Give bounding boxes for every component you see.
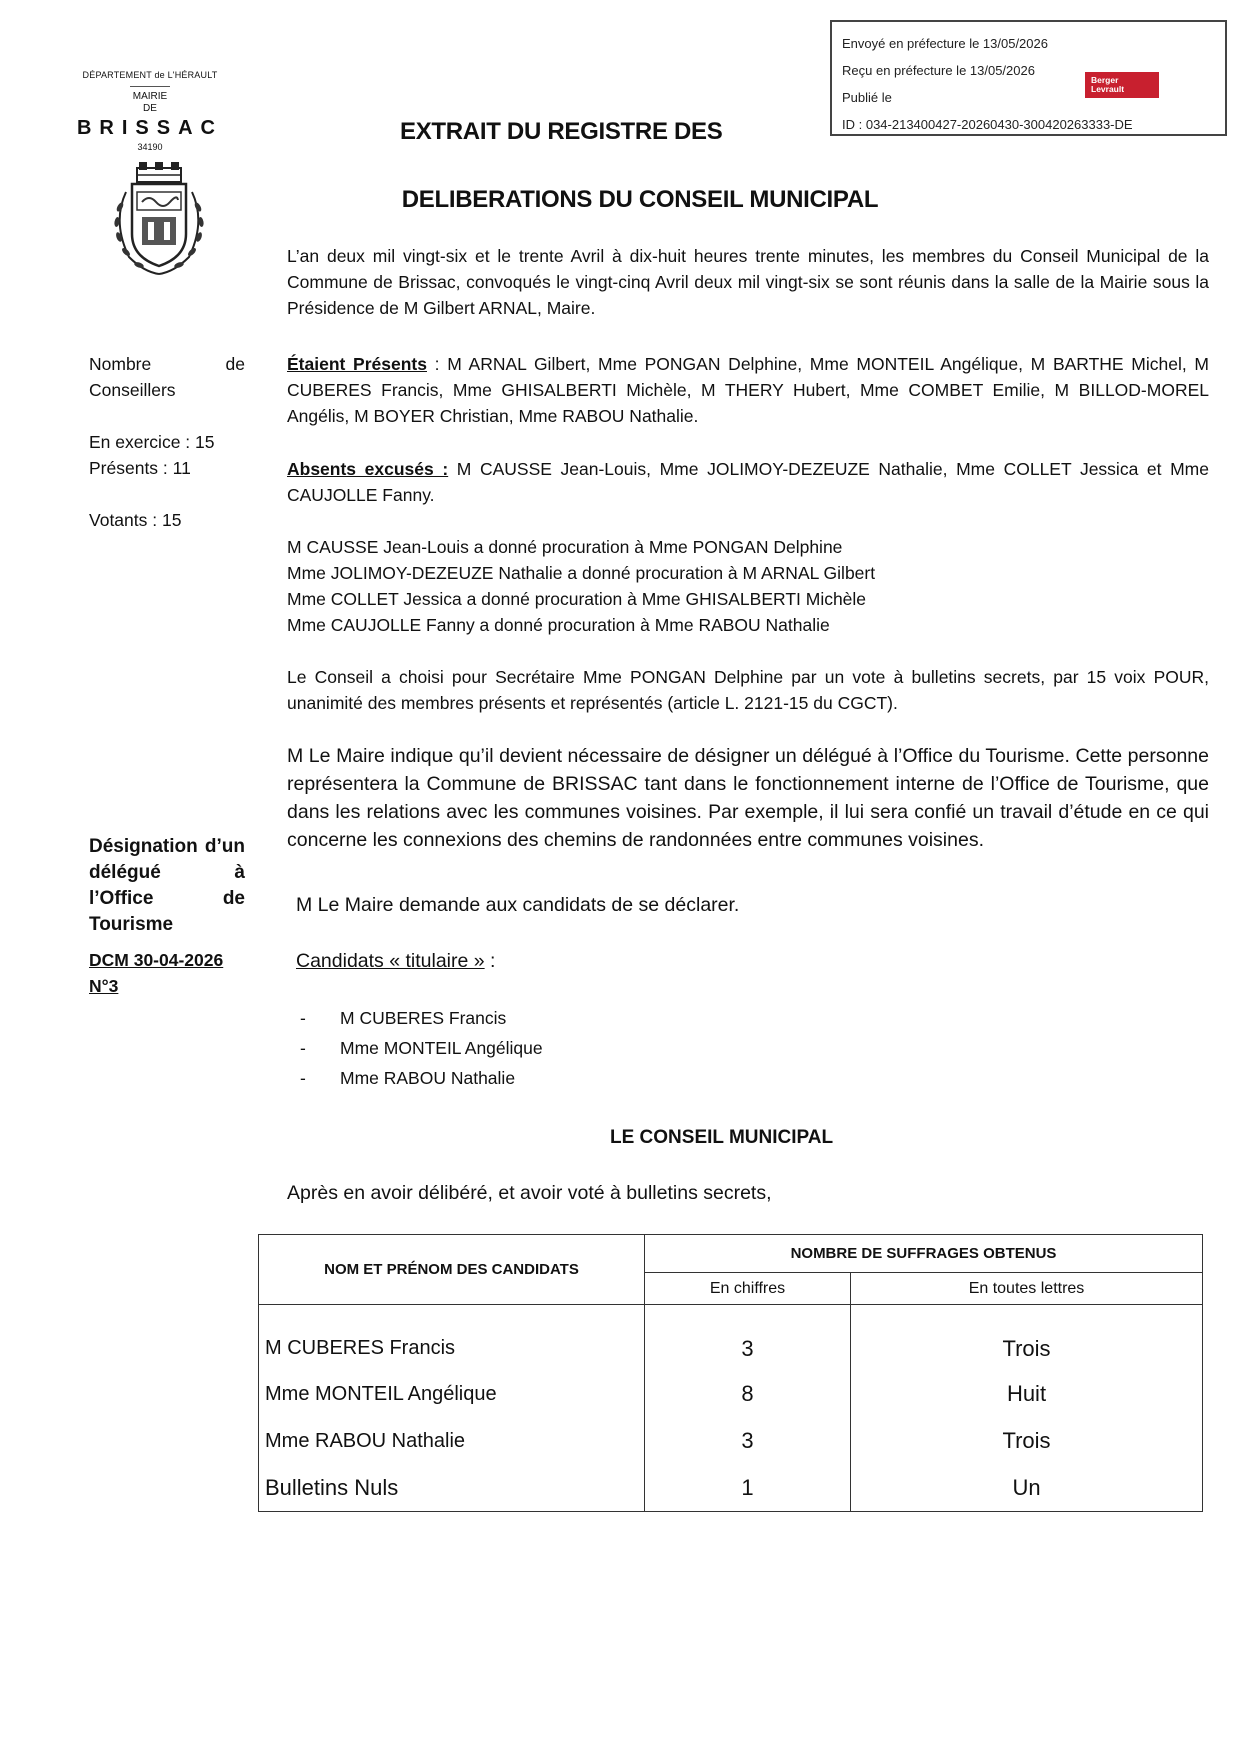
document-title-line2: DELIBERATIONS DU CONSEIL MUNICIPAL [401, 186, 879, 213]
col-lettres-header: En toutes lettres [851, 1273, 1203, 1305]
conseil-heading: LE CONSEIL MUNICIPAL [610, 1127, 834, 1148]
presents-label: Étaient Présents [287, 354, 427, 374]
candidate-cell: Bulletins Nuls [259, 1465, 645, 1512]
candidate-name: Mme RABOU Nathalie [340, 1068, 516, 1088]
stamp-publie: Publié le [842, 90, 892, 105]
candidate-item: - Mme RABOU Nathalie [300, 1063, 543, 1093]
votes-number-cell: 3 [645, 1305, 851, 1371]
demande-text: M Le Maire demande aux candidats de se déclarer. [296, 894, 740, 916]
mairie-label: MAIRIE [132, 91, 168, 102]
absents-list: M CAUSSE Jean-Louis, Mme JOLIMOY-DEZEUZE Nathalie, Mme COLLET Jessica et Mme CAUJOLLE Fanny. [287, 459, 1209, 505]
votes-number-cell: 8 [645, 1371, 851, 1418]
candidate-name: M CUBERES Francis [340, 1008, 507, 1028]
divider [130, 86, 170, 87]
town-name: BRISSAC [76, 117, 223, 139]
town-crest-icon [104, 162, 214, 282]
absents-label: Absents excusés : [287, 459, 449, 479]
dcm-index: N°3 [89, 976, 119, 996]
candidate-cell: M CUBERES Francis [259, 1305, 645, 1371]
dcm-number: DCM 30-04-2026 [89, 950, 224, 970]
procuration-item: Mme JOLIMOY-DEZEUZE Nathalie a donné procuration à M ARNAL Gilbert [287, 563, 876, 583]
berger-levrault-logo: Berger Levrault [1085, 72, 1159, 98]
document-title-line1: EXTRAIT DU REGISTRE DES [400, 118, 723, 145]
col-name-header: NOM ET PRÉNOM DES CANDIDATS [259, 1235, 645, 1305]
candidate-cell: Mme RABOU Nathalie [259, 1418, 645, 1465]
department-name: DÉPARTEMENT de L'HÉRAULT [82, 70, 218, 80]
presents-list: : M ARNAL Gilbert, Mme PONGAN Delphine, Mme MONTEIL Angélique, M BARTHE Michel, M CUBERES Francis, Mme GHISALBERTI Michèle, M THERY Hubert, Mme COMBET Emilie, M BILLOD-MOREL Angélis, M BOYER Christian, Mme RABOU Nathalie. [287, 354, 1210, 426]
procuration-item: Mme CAUJOLLE Fanny a donné procuration à Mme RABOU Nathalie [287, 615, 830, 635]
col-group-header: NOMBRE DE SUFFRAGES OBTENUS [645, 1235, 1203, 1273]
col-chiffres-header: En chiffres [645, 1273, 851, 1305]
table-row [259, 1305, 1203, 1371]
votes-words-cell: Huit [851, 1371, 1203, 1418]
zip-code: 34190 [137, 142, 163, 152]
votes-number-cell: 1 [645, 1465, 851, 1512]
table-row [259, 1371, 1203, 1418]
exercice-count: En exercice : 15 [89, 432, 215, 452]
candidats-label: Candidats « titulaire » [296, 950, 485, 972]
candidate-item: - Mme MONTEIL Angélique [300, 1033, 543, 1063]
expose-paragraph: M Le Maire indique qu’il devient nécessaire de désigner un délégué à l’Office du Tourisme. Cette personne représentera la Commune de BRISSAC tant dans le fonctionnement interne de l’Office de Tourisme, que dans les relations avec les communes voisines. Par exemple, il lui sera confié un travail d’étude en ce qui concerne les connexions des chemins de randonnées entre communes voisines. [287, 745, 1209, 851]
secretaire-paragraph: Le Conseil a choisi pour Secrétaire Mme PONGAN Delphine par un vote à bulletins secrets, par 15 voix POUR, unanimité des membres présents et représentés (article L. 2121-15 du CGCT). [287, 667, 1209, 713]
stamp-recu: Reçu en préfecture le 13/05/2026 [842, 63, 1035, 78]
stamp-envoye: Envoyé en préfecture le 13/05/2026 [842, 36, 1048, 51]
letterhead [60, 70, 240, 152]
candidate-name: Mme MONTEIL Angélique [340, 1038, 543, 1058]
presents-count: Présents : 11 [89, 458, 191, 478]
votes-words-cell: Trois [851, 1305, 1203, 1371]
candidats-heading: Candidats « titulaire » : [296, 950, 496, 972]
subject-heading: Désignation d’un délégué à l’Office de Tourisme [89, 836, 245, 935]
votes-words-cell: Un [851, 1465, 1203, 1512]
stamp-id: ID : 034-213400427-20260430-300420263333-DE [842, 117, 1133, 132]
table-row [259, 1465, 1203, 1512]
votes-number-cell: 3 [645, 1418, 851, 1465]
de-label: DE [143, 103, 157, 114]
votes-table [258, 1234, 1203, 1512]
procurations-list [287, 534, 1209, 638]
procuration-item: Mme COLLET Jessica a donné procuration à Mme GHISALBERTI Michèle [287, 589, 867, 609]
table-row [259, 1418, 1203, 1465]
nombre-label: Nombre de Conseillers [89, 354, 245, 400]
votants-count: Votants : 15 [89, 510, 182, 530]
absents-paragraph [287, 456, 1209, 508]
apres-text: Après en avoir délibéré, et avoir voté à bulletins secrets, [287, 1182, 772, 1204]
presents-paragraph [287, 351, 1209, 429]
candidate-cell: Mme MONTEIL Angélique [259, 1371, 645, 1418]
votes-words-cell: Trois [851, 1418, 1203, 1465]
intro-paragraph: L’an deux mil vingt-six et le trente Avril à dix-huit heures trente minutes, les membres du Conseil Municipal de la Commune de Brissac, convoqués le vingt-cinq Avril deux mil vingt-six se sont réunis dans la salle de la Mairie sous la Présidence de M Gilbert ARNAL, Maire. [287, 246, 1209, 318]
procuration-item: M CAUSSE Jean-Louis a donné procuration à Mme PONGAN Delphine [287, 537, 843, 557]
dcm-reference [89, 947, 223, 999]
sidebar-counts [89, 351, 245, 533]
candidates-list [300, 1003, 543, 1093]
transmission-stamp [830, 20, 1227, 136]
candidate-item: - M CUBERES Francis [300, 1003, 543, 1033]
